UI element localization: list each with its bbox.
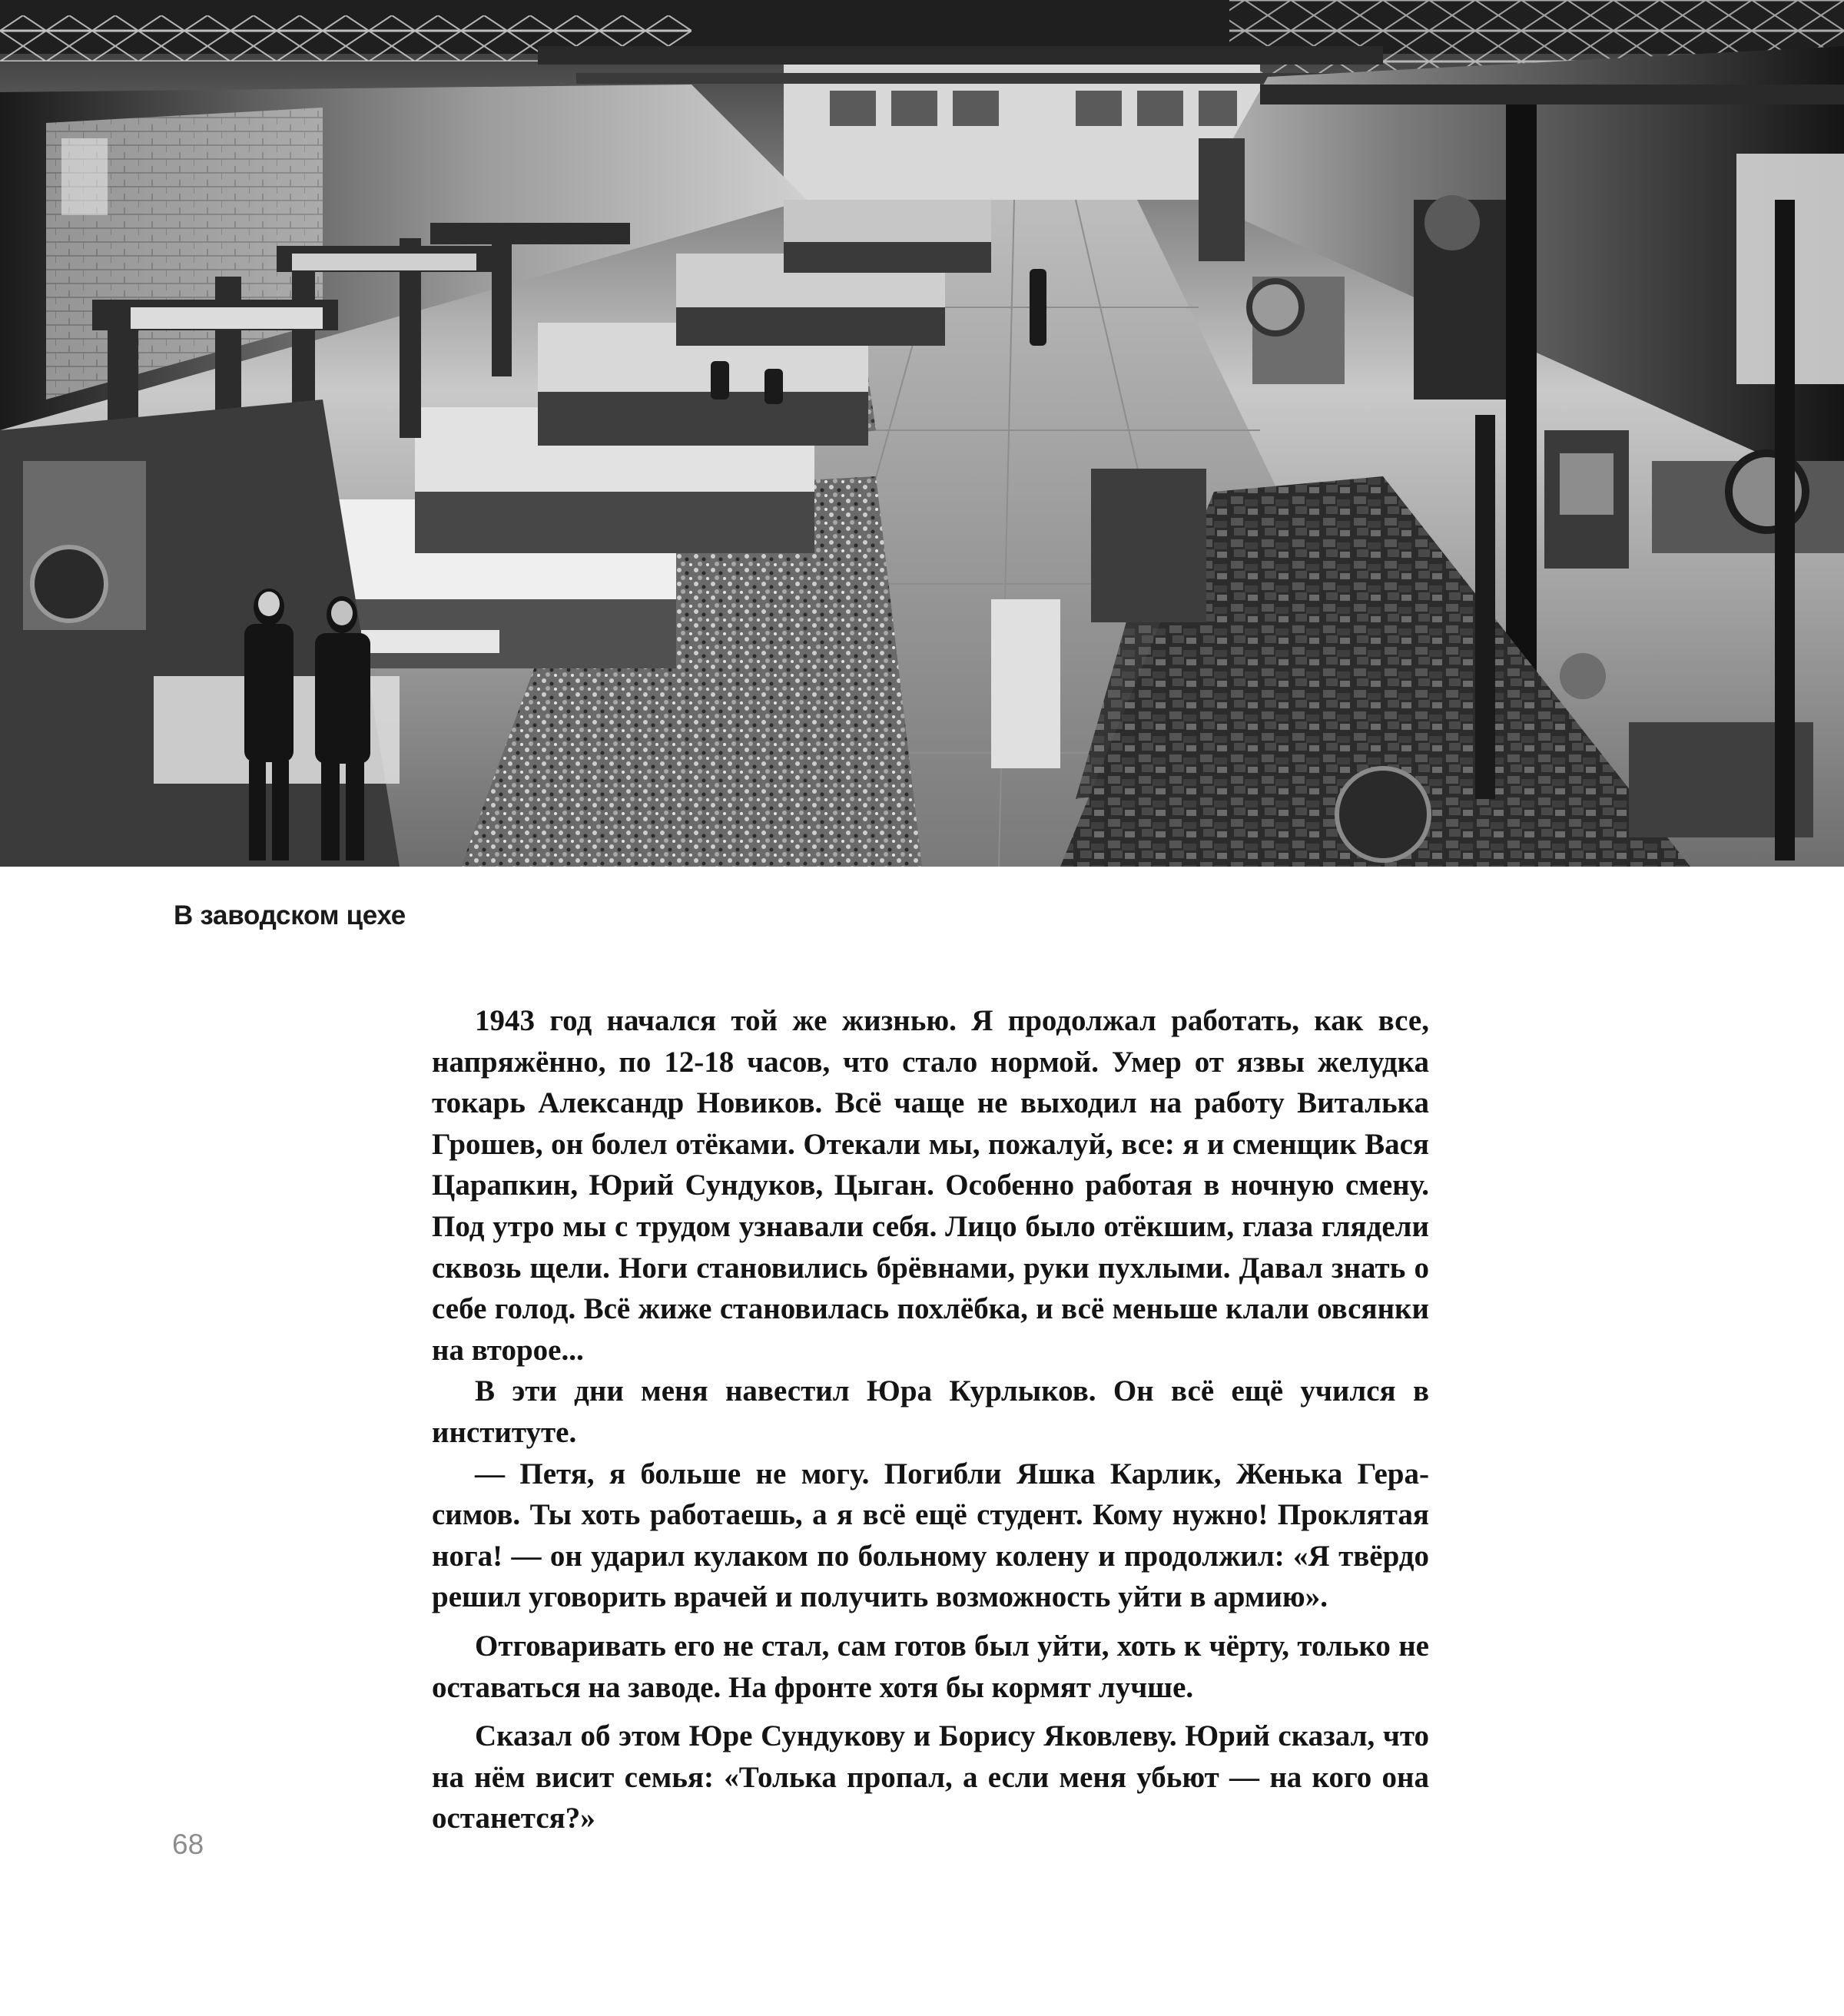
paragraph: В эти дни меня навестил Юра Курлыков. Он всё ещё учился в институте. [432,1374,1429,1449]
factory-workshop-illustration [0,0,1844,867]
paragraph: 1943 год начался той же жизнью. Я продолжал работать, как все, напряжённо, по 12-18 часов, что стало нормой. Умер от язвы желудка токарь Александр Новиков. Всё чаще не выходил на работу Виталька Грошев, он болел отёками. Отекали мы, пожалуй, все: я и сменщик Вася Царапкин, Юрий Сундуков, Цыган. Особенно работая в ночную смену. Под утро мы с трудом узнавали себя. Лицо было отёкшим, глаза глядели сквозь щели. Ноги становились брёвнами, руки пухлыми. Давал знать о себе голод. Всё жиже становилась похлёбка, и всё меньше клали овсянки на второе... [432,1004,1429,1367]
paragraph: Отговаривать его не стал, сам готов был уйти, хоть к чёрту, только не оставаться на заводе. На фронте хотя бы кормят лучше. [432,1629,1429,1704]
paragraph: — Петя, я больше не могу. Погибли Яшка Карлик, Женька Герасимов. Ты хоть работаешь, а я всё ещё студент. Кому нужно! Проклятая нога! — он ударил кулаком по больному колену и продолжил: «Я твёрдо решил уговорить врачей и получить возможность уйти в армию». [432,1457,1429,1614]
paragraph: Сказал об этом Юре Сундукову и Борису Яковлеву. Юрий сказал, что на нём висит семья: «Толька пропал, а если меня убьют — на кого она останется?» [432,1719,1429,1835]
body-text [432,1000,1429,1839]
page-number: 68 [172,1829,204,1860]
photo-caption: В заводском цехе [174,900,406,930]
factory-workshop-photo [0,0,1844,867]
